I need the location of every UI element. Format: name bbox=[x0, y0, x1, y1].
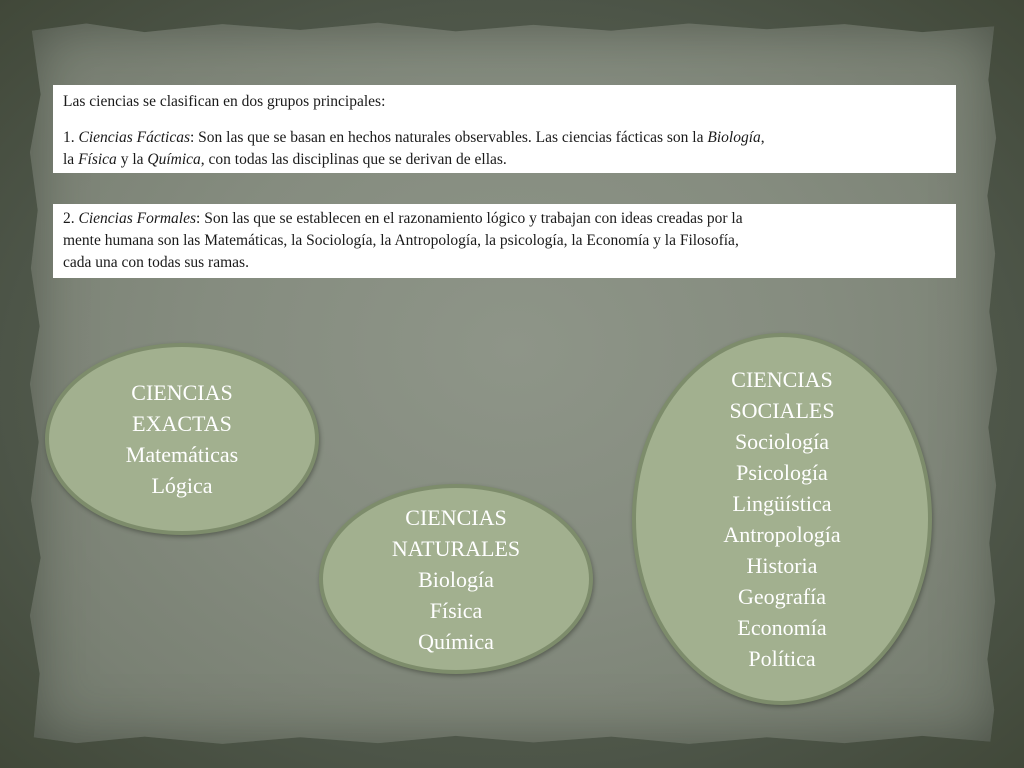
ellipse-line: Lógica bbox=[151, 473, 213, 498]
spacer bbox=[63, 113, 946, 127]
ellipse-line: Historia bbox=[746, 553, 818, 578]
ellipse-line: EXACTAS bbox=[132, 411, 232, 436]
ellipse-line: Química bbox=[418, 628, 494, 654]
ellipse-line: Economía bbox=[737, 615, 827, 640]
ellipse-line: Lingüística bbox=[732, 491, 832, 516]
ellipse-line: CIENCIAS bbox=[405, 504, 507, 530]
facticas-text-d: y la bbox=[116, 151, 148, 168]
term-quimica: Química bbox=[147, 151, 201, 168]
formales-paragraph bbox=[63, 208, 946, 274]
ellipse-line: CIENCIAS bbox=[731, 367, 833, 392]
ellipse-ciencias-sociales bbox=[632, 333, 932, 705]
term-biologia: Biología bbox=[707, 129, 761, 146]
ellipse-line: Geografía bbox=[738, 584, 826, 609]
facticas-text-a: : Son las que se basan en hechos naturales observables. Las ciencias fácticas son la bbox=[190, 129, 708, 146]
text-box-formales bbox=[53, 204, 956, 278]
facticas-text-c: la bbox=[63, 151, 79, 168]
facticas-text-b: , bbox=[760, 129, 765, 146]
formales-line-3: cada una con todas sus ramas. bbox=[63, 254, 249, 271]
formales-line-2: mente humana son las Matemáticas, la Sociología, la Antropología, la psicología, la Economía y la Filosofía, bbox=[63, 232, 739, 249]
ellipse-line: Política bbox=[748, 646, 816, 671]
ellipse-line: Matemáticas bbox=[125, 442, 239, 467]
intro-text: Las ciencias se clasifican en dos grupos principales: bbox=[63, 93, 386, 110]
ellipse-line: Psicología bbox=[736, 460, 828, 485]
text-box-facticas bbox=[53, 85, 956, 173]
term-formales: Ciencias Formales bbox=[78, 210, 197, 227]
ellipse-line: Sociología bbox=[734, 429, 830, 454]
ellipse-ciencias-naturales bbox=[319, 484, 593, 674]
ellipse-line: Antropología bbox=[723, 522, 841, 547]
ellipse-line: SOCIALES bbox=[729, 398, 835, 423]
ellipse-line: Biología bbox=[418, 566, 494, 592]
term-facticas: Ciencias Fácticas bbox=[78, 129, 190, 146]
item-number: 1. bbox=[63, 129, 75, 146]
facticas-text-e: , con todas las disciplinas que se derivan de ellas. bbox=[200, 151, 507, 168]
formales-line-1: : Son las que se establecen en el razonamiento lógico y trabajan con ideas creadas por la bbox=[196, 210, 743, 227]
facticas-paragraph bbox=[63, 127, 946, 171]
ellipse-line: CIENCIAS bbox=[131, 380, 233, 405]
item-number: 2. bbox=[63, 210, 75, 227]
ellipse-ciencias-exactas bbox=[45, 343, 319, 535]
term-fisica: Física bbox=[78, 151, 117, 168]
ellipse-line: Física bbox=[429, 597, 483, 623]
ellipse-line: NATURALES bbox=[391, 535, 521, 561]
